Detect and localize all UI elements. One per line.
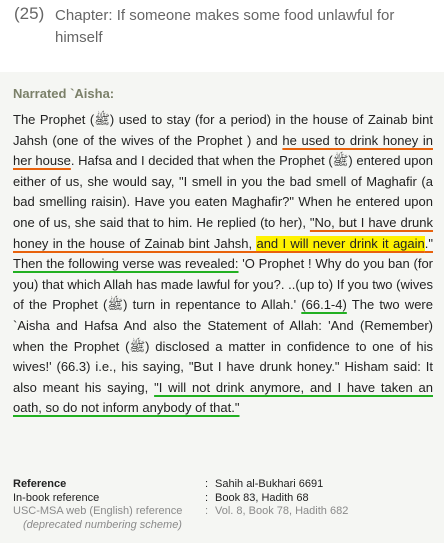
reference-value[interactable]: Book 83, Hadith 68 (215, 491, 309, 504)
annotated-segment: "I will not drink anymore, and I have taken an oath, so do not inform anybody of that." (13, 379, 433, 416)
chapter-number: (25) (14, 4, 45, 23)
annotated-segment: he used to drink honey in her house (13, 132, 433, 169)
hadith-container (0, 72, 444, 543)
deprecated-note: (deprecated numbering scheme) (23, 518, 182, 531)
reference-colon: : (205, 478, 209, 490)
reference-value: Vol. 8, Book 78, Hadith 682 (215, 505, 349, 517)
chapter-title: Chapter: If someone makes some food unlawful for himself (55, 7, 395, 46)
annotated-segment: ." (424, 235, 433, 251)
annotated-segment: (66.1-4) (301, 297, 347, 313)
text-segment: The two were `Aisha and Hafsa And also the Statement of Allah: 'And (Remember) when the Prophet (ﷺ) disclosed a matter in confidence to one of his wives!' (66.3) i.e., his saying, "But I have drunk honey." Hisham said: It also meant his saying, (13, 297, 433, 395)
reference-colon: : (205, 491, 209, 504)
reference-label: In-book reference (13, 491, 100, 504)
reference-row (13, 478, 433, 492)
annotated-segment: "No, but I have drunk honey in the house of Zainab bint Jahsh, (13, 214, 434, 251)
chapter-header (0, 0, 444, 72)
reference-value[interactable]: Sahih al-Bukhari 6691 (215, 478, 324, 490)
reference-table (13, 478, 433, 532)
text-segment: 'O Prophet ! Why do you ban (for you) that which Allah has made lawful for you?. ..(up to) If you two (wives of the Prophet (ﷺ) turn in repentance to Allah.' (13, 256, 433, 313)
narrator-line: Narrated `Aisha: (13, 86, 115, 101)
reference-row (13, 492, 433, 506)
hadith-text (13, 110, 433, 419)
reference-row (13, 505, 433, 519)
reference-label: USC-MSA web (English) reference (13, 505, 183, 517)
reference-label: Reference (13, 478, 67, 490)
annotated-segment: and I will never drink it again (256, 235, 425, 251)
text-segment: . Hafsa and I decided that when the Prophet (ﷺ) entered upon either of us, she would say, "I smell in you the bad smell of Maghafir (a bad smelling raisin). Have you eaten Maghafir?" When he entered upon one of us, she said that to him. He replied (to her), (13, 153, 433, 230)
text-segment: The Prophet (ﷺ) used to stay (for a period) in the house of Zainab bint Jahsh (one of the wives of the Prophet ) and (13, 112, 433, 148)
reference-colon: : (205, 505, 209, 517)
annotated-segment: Then the following verse was revealed: (13, 256, 239, 272)
